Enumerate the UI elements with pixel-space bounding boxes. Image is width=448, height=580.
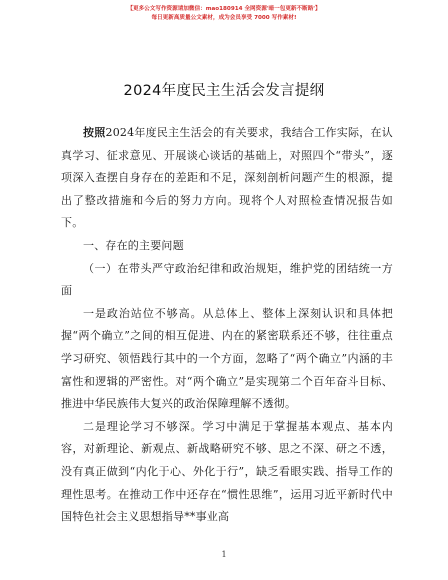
page-number: 1 <box>221 550 227 559</box>
promo-watermark <box>0 5 448 23</box>
intro-paragraph <box>61 122 393 235</box>
document-body <box>61 122 393 529</box>
body-paragraph-1: 一是政治站位不够高。从总体上、整体上深刻认识和具体把握“两个确立”之间的相互促进、内在的紧密联系还不够，往往重点学习研究、领悟践行其中的一个方面，忽略了“两个确立”内涵的丰富性和逻辑的严密性。对“两个确立”是实现第二个百年奋斗目标、推进中华民族伟大复兴的政治保障理解不透彻。 <box>61 306 393 411</box>
subsection-heading: （一）在带头严守政治纪律和政治规矩，维护党的团结统一方面 <box>61 261 393 298</box>
body-paragraph-2: 二是理论学习不够深。学习中满足于掌握基本观点、基本内容，对新理论、新观点、新战略研究不够、思之不深、研之不透，没有真正做到“内化于心、外化于行”，缺乏看眼实践、指导工作的理性思考。在推动工作中还存在“惯性思维”，运用习近平新时代中国特色社会主义思想指导**事业高 <box>61 419 393 524</box>
section-heading: 一、存在的主要问题 <box>83 238 184 252</box>
watermark-line-1: 【更多公文写作资源请加微信：mao180914 全网资源'暗一包更新不断路'】 <box>127 6 321 12</box>
intro-text: 2024年度民主生活会的有关要求，我结合工作实际，在认真学习、征求意见、开展谈心谈话的基础上，对照四个“带头”，逐项深入查摆自身存在的差距和不足，深刻剖析问题产生的根源，提出了整改措施和今后的努力方向。现将个人对照检查情况报告如下。 <box>61 126 393 230</box>
watermark-line-2: 每日更新高质量公文素材，成为会员享受 7000 写作素材! <box>151 15 297 21</box>
intro-lead: 按照 <box>83 126 106 139</box>
document-title: 2024年度民主生活会发言提纲 <box>123 83 325 99</box>
